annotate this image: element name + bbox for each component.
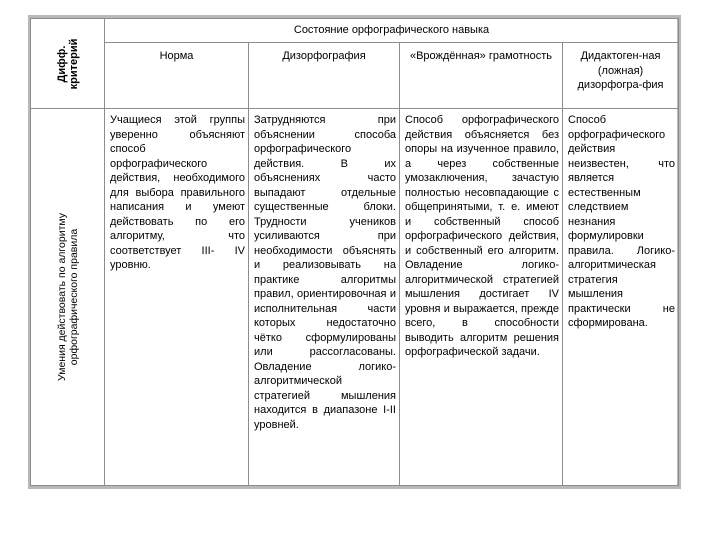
table-title: Состояние орфографического навыка bbox=[105, 19, 679, 43]
skills-label: Умения действовать по алгоритму орфографического правила bbox=[55, 213, 80, 381]
cell-didactogenic: Способ орфографического действия неизвестен, что является естественным следствием незнания формулировки правила. Логико-алгоритмическая стратегия мышления практически не сформирована. bbox=[563, 109, 679, 486]
skills-row-label-cell bbox=[31, 109, 105, 486]
cell-dysorthography: Затрудняются при объяснении способа орфографического действия. В их объяснениях часто выпадают отдельные существенные блоки. Трудности учеников усиливаются при необходимости объяснять и реализовывать на практике алгоритмы правил, ориентировочная и исполнительная части которых недостаточно чётко сформулированы или рассогласованы. Овладение логико-алгоритмической стратегией мышления находится в диапазоне I-II уровней. bbox=[249, 109, 400, 486]
criteria-header-cell bbox=[31, 19, 105, 109]
criteria-label: Дифф. критерий bbox=[55, 38, 80, 89]
cell-norm: Учащиеся этой группы уверенно объясняют способ орфографического действия, необходимого для выбора правильного написания и умеют действовать по его алгоритму, что соответствует III- IV уровню. bbox=[105, 109, 249, 486]
cell-innate-literacy: Способ орфографического действия объясняется без опоры на изученное правило, а через собственные умозаключения, зачастую полностью несовпадающие с общепринятыми, т. е. имеют и собственный способ орфографического действия, и собственный его алгоритм. Овладение логико-алгоритмической стратегией мышления достигает IV уровня и выражается, прежде всего, в способности выводить алгоритм решения орфографической задачи. bbox=[400, 109, 563, 486]
column-header-dysorthography: Дизорфография bbox=[249, 43, 400, 109]
spelling-skill-table bbox=[30, 18, 679, 486]
column-header-didactogenic: Дидактоген-ная (ложная) дизорфогра-фия bbox=[563, 43, 679, 109]
column-header-norm: Норма bbox=[105, 43, 249, 109]
column-header-innate-literacy: «Врождённая» грамотность bbox=[400, 43, 563, 109]
